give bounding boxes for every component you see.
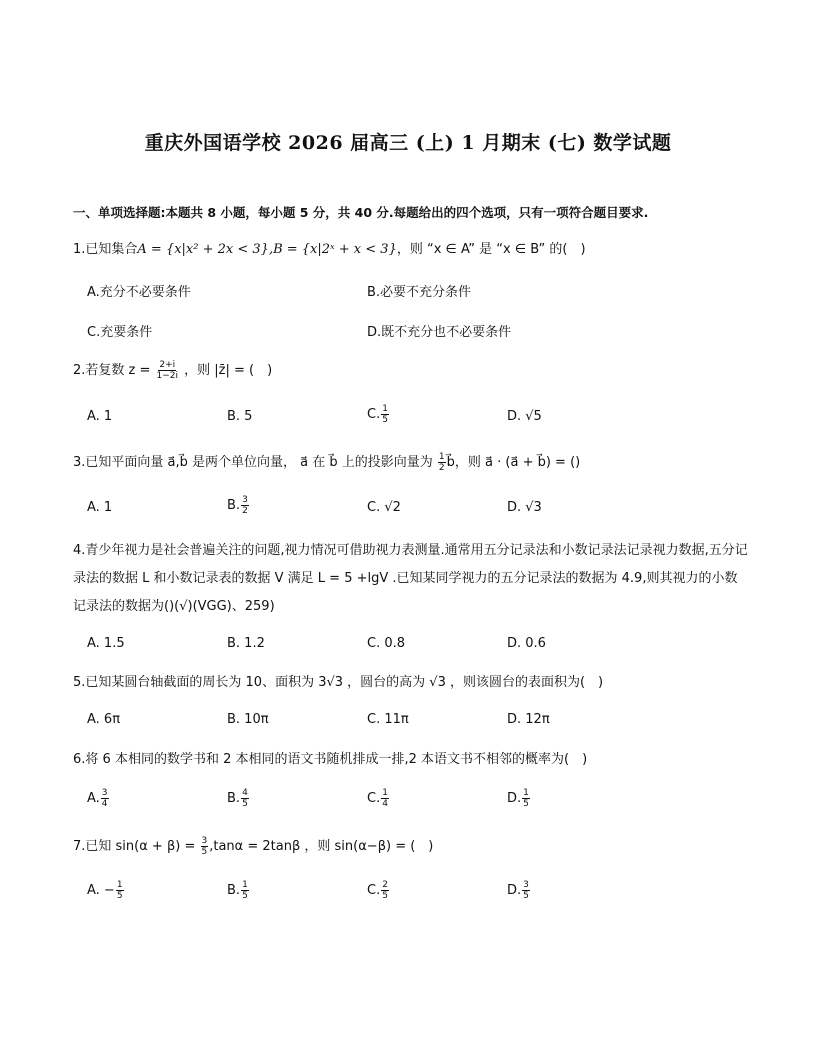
q7-option-a[interactable]: A. − $\frac{1}{5}$ [87,880,123,901]
q7-option-c[interactable]: C. $\frac{2}{5}$ [367,880,388,901]
q6-option-c[interactable]: C. $\frac{1}{4}$ [367,788,388,809]
q7-prefix: 7.已知 sin(α + β) = [73,839,196,854]
q6-option-a[interactable]: A. $\frac{3}{4}$ [87,788,108,809]
q1-set-a: A = {x|x² + 2x < 3} [137,242,269,257]
q1-prefix: 1.已知集合 [73,242,138,257]
q4-option-b[interactable]: B. 1.2 [227,636,265,651]
q4-option-a[interactable]: A. 1.5 [87,636,125,651]
q5-option-c[interactable]: C. 11π [367,712,409,727]
q7-option-b[interactable]: B. $\frac{1}{5}$ [227,880,248,901]
q3-option-a[interactable]: A. 1 [87,500,113,515]
q3-text-2: b⃗，则 a⃗ · (a⃗ + b⃗) = () [446,455,581,470]
page-title: 重庆外国语学校 2026 届高三 (上) 1 月期末 (七) 数学试题 [144,132,672,154]
q1-option-a[interactable]: A.充分不必要条件 [87,285,191,300]
q1-option-b[interactable]: B.必要不充分条件 [367,285,472,300]
q5-option-a[interactable]: A. 6π [87,712,121,727]
question-5: 5.已知某圆台轴截面的周长为 10、面积为 3√3 ，圆台的高为 √3 ，则该圆台的表面积为( ) [73,675,604,690]
q1-option-d[interactable]: D.既不充分也不必要条件 [367,325,512,340]
q2-suffix: ，则 |z̄| = ( ) [184,363,273,378]
question-1 [73,240,586,260]
q3-option-c[interactable]: C. √2 [367,500,401,515]
q2-option-a[interactable]: A. 1 [87,409,113,424]
q2-option-c[interactable]: C. $\frac{1}{5}$ [367,404,388,425]
q1-set-b: ,B = {x|2ˣ + x < 3} [268,242,397,257]
q7-suffix: ,tanα = 2tanβ ，则 sin(α−β) = ( ) [209,839,434,854]
q5-option-b[interactable]: B. 10π [227,712,269,727]
q6-option-d[interactable]: D. $\frac{1}{5}$ [507,788,529,809]
q2-option-b[interactable]: B. 5 [227,409,253,424]
q6-option-b[interactable]: B. $\frac{4}{5}$ [227,788,248,809]
q2-prefix: 2.若复数 z = [73,363,151,378]
q3-option-d[interactable]: D. √3 [507,500,542,515]
q7-option-d[interactable]: D. $\frac{3}{5}$ [507,880,529,901]
question-4: 4.青少年视力是社会普遍关注的问题,视力情况可借助视力表测量.通常用五分记录法和小数记录法记录视力数据,五分记录法的数据 L 和小数记录表的数据 V 满足 L = 5 +lgV .已知某同学视力的五分记录法的数据为 4.9,则其视力的小数记录法的数据为()(√)(VGG)、259) [73,543,748,614]
question-7 [73,836,433,857]
q4-option-d[interactable]: D. 0.6 [507,636,546,651]
q4-option-c[interactable]: C. 0.8 [367,636,406,651]
q5-option-d[interactable]: D. 12π [507,712,550,727]
section-header: 一、单项选择题:本题共 8 小题，每小题 5 分，共 40 分.每题给出的四个选项，只有一项符合题目要求. [73,205,649,220]
q3-text-1: 3.已知平面向量 a⃗,b⃗ 是两个单位向量， a⃗ 在 b⃗ 上的投影向量为 [73,455,433,470]
question-3 [73,452,580,473]
q2-option-d[interactable]: D. √5 [507,409,542,424]
question-6: 6.将 6 本相同的数学书和 2 本相同的语文书随机排成一排,2 本语文书不相邻的概率为( ) [73,752,588,767]
q3-projection-fraction: $\frac{1}{2}$ [438,452,445,473]
q3-option-b[interactable]: B. $\frac{3}{2}$ [227,495,248,516]
question-2 [73,360,272,381]
q1-option-c[interactable]: C.充要条件 [87,325,153,340]
q1-suffix: ，则 “x ∈ A” 是 “x ∈ B” 的( ) [396,242,586,257]
q7-fraction: $\frac{3}{5}$ [201,836,208,857]
q2-fraction: $\frac{2+i}{1-2i}$ [156,360,179,381]
